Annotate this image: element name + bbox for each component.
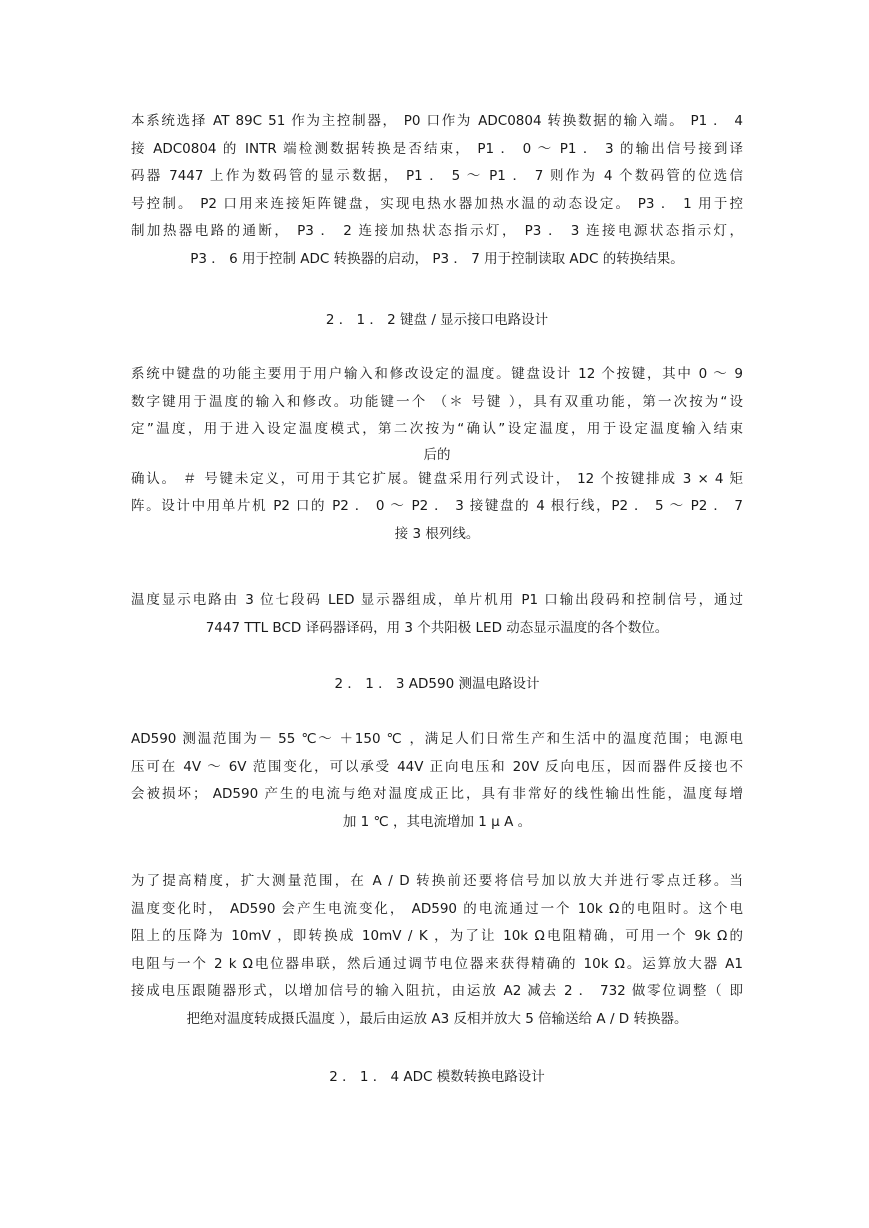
paragraph-mcu-pin-assignment [131,108,743,274]
text-line: 加 1 ℃ ，其电流增加 1 μ A 。 [342,813,532,830]
text-line: 确认。 ＃ 号键未定义，可用于其它扩展。键盘采用行列式设计， 12 个按键排成 3 × 4 矩 [131,470,743,487]
text-line: 码器 7447 上作为数码管的显示数据， P1 ． 5 ～ P1 ． 7 则作为 4 个数码管的位选信 [131,168,743,185]
text-line: 电阻与一个 2 k Ω电位器串联，然后通过调节电位器来获得精确的 10k Ω。运算放大器 A1 [131,955,743,972]
text-line: 温度显示电路由 3 位七段码 LED 显示器组成，单片机用 P1 口输出段码和控制信号，通过 [131,592,743,608]
paragraph-amplifier-circuit [131,868,743,1034]
text-line: 会被损坏； AD590 产生的电流与绝对温度成正比，具有非常好的线性输出性能，温度每增 [131,786,743,803]
text-line: 数字键用于温度的输入和修改。功能键一个 （＊ 号键 ），具有双重功能，第一次按为“设 [131,393,743,410]
text-line: P3 ． 6 用于控制 ADC 转换器的启动， P3 ． 7 用于控制读取 ADC 的转换结果。 [190,250,684,267]
text-line: 为了提高精度，扩大测量范围，在 A / D 转换前还要将信号加以放大并进行零点迁移。当 [131,873,743,889]
section-heading-keyboard-display: 2 ． 1 ． 2 键盘 / 显示接口电路设计 [325,312,549,328]
text-line: AD590 测温范围为－ 55 ℃～ ＋150 ℃ ，满足人们日常生产和生活中的温度范围；电源电 [131,731,743,747]
paragraph-keyboard-design [131,361,743,549]
text-line: 接成电压跟随器形式，以增加信号的输入阻抗，由运放 A2 减去 2 ． 732 做零位调整（ 即 [131,983,743,1000]
text-line: 接 ADC0804 的 INTR 端检测数据转换是否结束， P1 ． 0 ～ P1 ． 3 的输出信号接到译 [131,140,743,157]
text-line: 7447 TTL BCD 译码器译码，用 3 个共阳极 LED 动态显示温度的各个数位。 [205,619,669,636]
text-line: 本系统选择 AT 89C 51 作为主控制器， P0 口作为 ADC0804 转换数据的输入端。 P1 ． 4 [131,113,743,129]
paragraph-ad590-range [131,726,743,836]
section-heading-adc: 2 ． 1 ． 4 ADC 模数转换电路设计 [329,1069,545,1085]
text-line: 压可在 4V ～ 6V 范围变化，可以承受 44V 正向电压和 20V 反向电压，因而器件反接也不 [131,758,743,775]
text-line: 阻上的压降为 10mV ，即转换成 10mV / K ，为了让 10k Ω电阻精确，可用一个 9k Ω的 [131,928,743,945]
text-line: 接 3 根列线。 [394,525,480,542]
text-line: 阵。设计中用单片机 P2 口的 P2 ． 0 ～ P2 ． 3 接键盘的 4 根行线，P2 ． 5 ～ P2 ． 7 [131,498,743,515]
text-line: 把绝对温度转成摄氏温度 ），最后由运放 A3 反相并放大 5 倍输送给 A / D 转换器。 [186,1010,688,1027]
text-line: 温度变化时， AD590 会产生电流变化， AD590 的电流通过一个 10k Ω的电阻时。这个电 [131,900,743,917]
text-line: 号控制。 P2 口用来连接矩阵键盘，实现电热水器加热水温的动态设定。 P3 ． 1 用于控 [131,195,743,212]
text-line: 制加热器电路的通断， P3 ． 2 连接加热状态指示灯， P3 ． 3 连接电源状态指示灯， [131,223,743,240]
text-line: 系统中键盘的功能主要用于用户输入和修改设定的温度。键盘设计 12 个按键，其中 0 ～ 9 [131,366,743,382]
text-line: 定”温度，用于进入设定温度模式，第二次按为“确认”设定温度，用于设定温度输入结束 [131,421,743,438]
paragraph-temperature-display [131,587,743,642]
section-heading-ad590: 2 ． 1 ． 3 AD590 测温电路设计 [334,676,540,692]
text-line: 后的 [423,446,451,463]
